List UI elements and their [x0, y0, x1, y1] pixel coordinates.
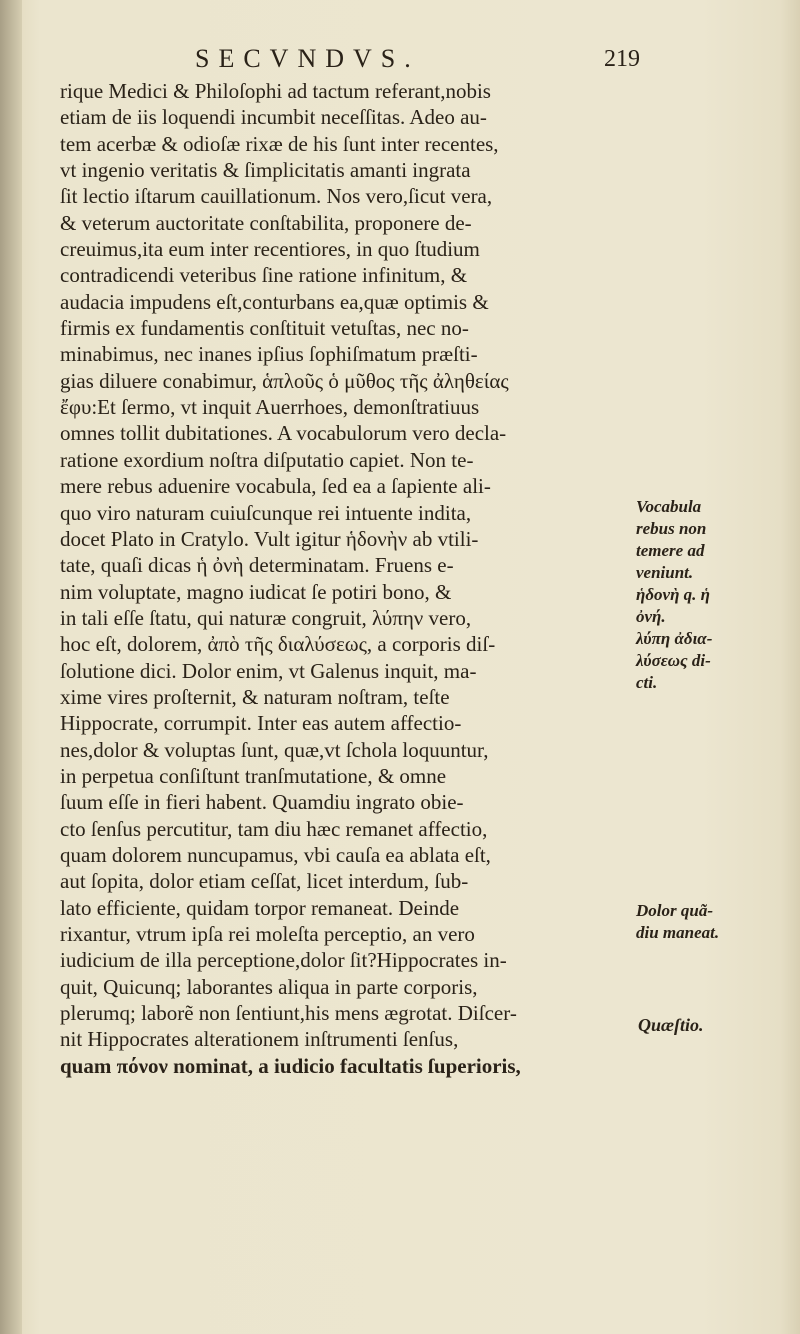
text-line: firmis ex fundamentis conſtituit vetuſtas, nec no-	[60, 316, 469, 341]
margin-note-line: ὀνή.	[636, 607, 666, 626]
margin-note-line: temere ad	[636, 541, 705, 560]
text-line: ſit lectio iſtarum cauillationum. Nos vero,ſicut vera,	[60, 184, 493, 209]
body-text	[60, 78, 640, 1079]
text-line: lato efficiente, quidam torpor remaneat. Deinde	[60, 895, 460, 920]
text-line: gias diluere conabimur, ἁπλοῦς ὁ μῦθος τῆς ἀληθείας	[60, 368, 509, 393]
margin-note-line: veniunt.	[636, 563, 694, 582]
text-line: quit, Quicunq; laborantes aliqua in parte corporis,	[60, 974, 478, 999]
text-line: iudicium de illa perceptione,dolor ſit?Hippocrates in-	[60, 948, 507, 973]
text-line: rixantur, vtrum ipſa rei moleſta perceptio, an vero	[60, 922, 475, 946]
text-line: ἔφυ:Et ſermo, vt inquit Auerrhoes, demonſtratiuus	[60, 395, 480, 420]
text-line: quam dolorem nuncupamus, vbi cauſa ea ablata eſt,	[60, 842, 491, 867]
margin-notes	[636, 496, 796, 1035]
margin-note-line: rebus non	[636, 519, 707, 538]
text-line: ſolutione dici. Dolor enim, vt Galenus inquit, ma-	[60, 658, 477, 683]
text-line: xime vires proſternit, & naturam noſtram, teſte	[60, 684, 450, 709]
text-line: nim voluptate, magno iudicat ſe potiri bono, &	[60, 579, 452, 604]
text-line: nes,dolor & voluptas ſunt, quæ,vt ſchola loquuntur,	[60, 737, 489, 762]
text-line: in tali eſſe ſtatu, qui naturæ congruit, λύπην vero,	[60, 605, 472, 630]
margin-note-vocabula	[636, 496, 796, 694]
margin-note-line: Dolor quã-	[636, 901, 713, 920]
text-line: creuimus,ita eum inter recentiores, in quo ſtudium	[60, 237, 480, 262]
text-line: tem acerbæ & odioſæ rixæ de his ſunt inter recentes,	[60, 131, 499, 156]
text-line: contradicendi veteribus ſine ratione infinitum, &	[60, 263, 468, 288]
margin-note-line: diu maneat.	[636, 923, 720, 942]
page-number: 219	[604, 46, 640, 72]
text-line: plerumq; laborẽ non ſentiunt,his mens ægrotat. Diſcer-	[60, 1001, 517, 1026]
text-line: aut ſopita, dolor etiam ceſſat, licet interdum, ſub-	[60, 869, 469, 894]
margin-note-line: cti.	[636, 673, 658, 692]
text-line: quo viro naturam cuiuſcunque rei intuente indita,	[60, 500, 472, 525]
margin-note-line: λύπη ἀδια-	[636, 629, 713, 648]
margin-note-quaestio	[638, 1014, 704, 1036]
text-line: in perpetua conſiſtunt tranſmutatione, & omne	[60, 763, 447, 788]
text-line: rique Medici & Philoſophi ad tactum referant,nobis	[60, 79, 491, 103]
page-header	[195, 44, 640, 80]
text-line: nit Hippocrates alterationem inſtrumenti ſenſus,	[60, 1027, 459, 1052]
margin-note-line: ἡδονὴ q. ἡ	[636, 585, 710, 604]
text-line: docet Plato in Cratylo. Vult igitur ἡδονὴν ab vtili-	[60, 526, 479, 551]
text-line: cto ſenſus percutitur, tam diu hæc remanet affectio,	[60, 816, 488, 841]
text-line: quam πόνον nominat, a iudicio facultatis ſuperioris,	[60, 1053, 521, 1078]
text-line: etiam de iis loquendi incumbit neceſſitas. Adeo au-	[60, 105, 487, 130]
margin-note-line: Quæſtio.	[638, 1015, 704, 1035]
text-line: Hippocrate, corrumpit. Inter eas autem affectio-	[60, 711, 462, 736]
text-line: & veterum auctoritate conſtabilita, proponere de-	[60, 210, 472, 235]
text-line: hoc eſt, dolorem, ἀπὸ τῆς διαλύσεως, a corporis diſ-	[60, 632, 496, 657]
running-title: SECVNDVS.	[195, 44, 420, 73]
text-line: ſuum eſſe in fieri habent. Quamdiu ingrato obie-	[60, 790, 464, 815]
text-line: audacia impudens eſt,conturbans ea,quæ optimis &	[60, 289, 489, 314]
margin-note-dolor	[636, 900, 719, 944]
margin-note-line: Vocabula	[636, 497, 702, 516]
text-line: omnes tollit dubitationes. A vocabulorum vero decla-	[60, 421, 507, 446]
margin-note-line: λύσεως di-	[636, 651, 711, 670]
text-line: vt ingenio veritatis & ſimplicitatis amanti ingrata	[60, 158, 471, 183]
text-line: mere rebus aduenire vocabula, ſed ea a ſapiente ali-	[60, 474, 491, 499]
page-gutter	[0, 0, 22, 1334]
text-line: minabimus, nec inanes ipſius ſophiſmatum præſti-	[60, 342, 478, 367]
text-line: ratione exordium noſtra diſputatio capiet. Non te-	[60, 447, 474, 472]
text-line: tate, quaſi dicas ἡ ὀνὴ determinatam. Fruens e-	[60, 553, 454, 578]
